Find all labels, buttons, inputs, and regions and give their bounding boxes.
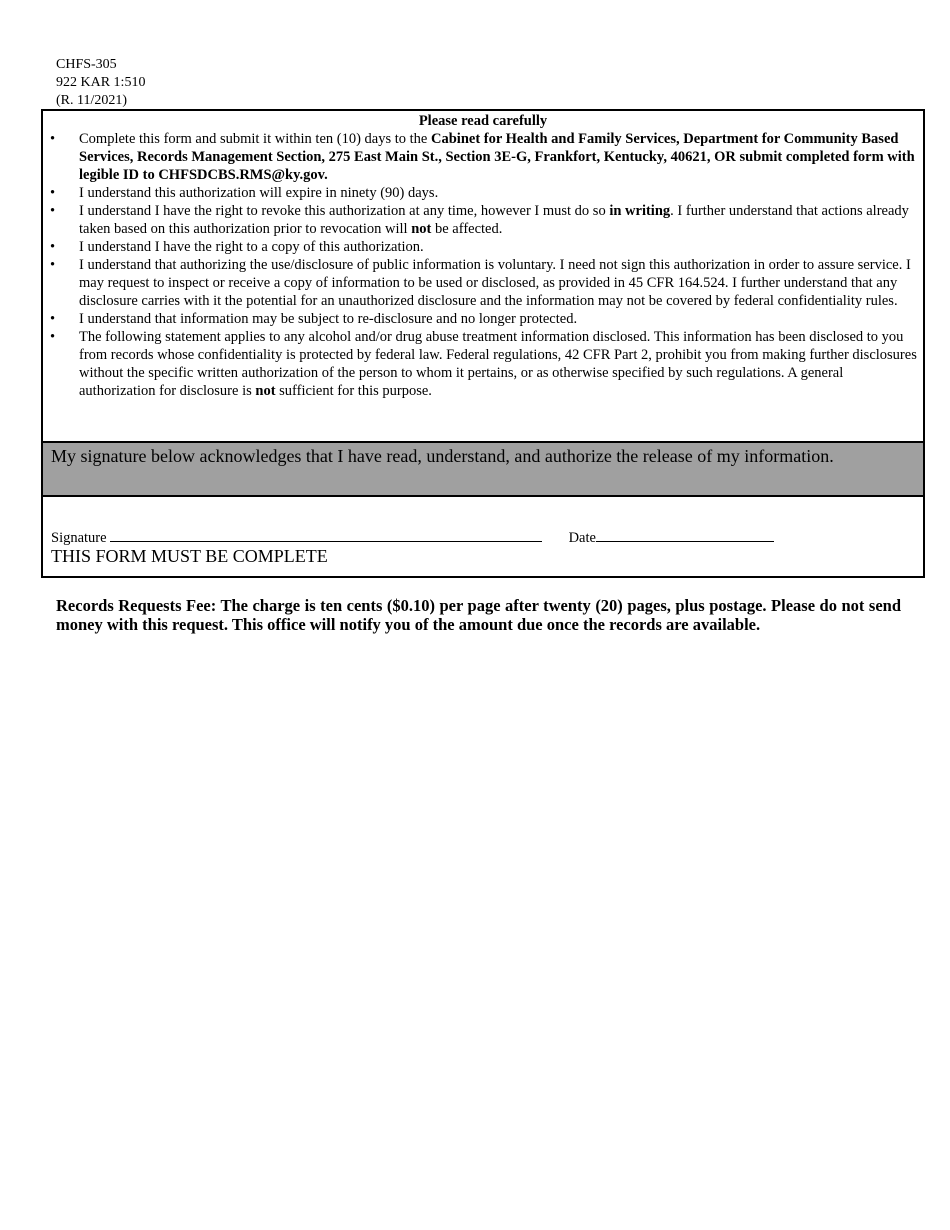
- terms-list-item: [43, 202, 923, 238]
- bullet-icon: •: [50, 329, 56, 345]
- form-number: CHFS-305: [56, 57, 117, 72]
- bullet-icon: •: [50, 185, 56, 201]
- signature-row: [51, 527, 774, 547]
- emphasized-text: in writing: [609, 203, 671, 219]
- form-must-be-complete-notice: THIS FORM MUST BE COMPLETE: [51, 546, 328, 566]
- item-text: . I further understand that actions already taken based on this authorization prior to revocation will: [79, 203, 909, 237]
- item-text: I understand I have the right to a copy of this authorization.: [79, 239, 424, 255]
- form-header: [56, 56, 145, 110]
- bullet-icon: •: [50, 239, 56, 255]
- records-fee-notice: Records Requests Fee: The charge is ten cents ($0.10) per page after twenty (20) pages, plus postage. Please do not send money with this request. This office will notify you of the amount due once the records are available.: [56, 596, 901, 634]
- item-text: Complete this form and submit it within ten (10) days to the: [79, 131, 431, 147]
- terms-list-item: [43, 256, 923, 310]
- signature-label: Signature: [51, 530, 107, 546]
- item-text: I understand that authorizing the use/disclosure of public information is voluntary. I need not sign this authorization in order to assure service. I may request to inspect or receive a copy of information to be used or disclosed, as provided in 45 CFR 164.524. I further understand that any disclosure carries with it the potential for an unauthorized disclosure and the information may not be covered by federal confidentiality rules.: [79, 257, 911, 309]
- bullet-icon: •: [50, 257, 56, 273]
- terms-list-item: [43, 130, 923, 184]
- emphasized-text: Cabinet for Health and Family Services, Department for Community Based Services, Records Management Section, 275 East Main St., Section 3E-G, Frankfort, Kentucky, 40621, OR submit completed form with legible ID to CHFSDCBS.RMS@ky.gov.: [79, 131, 915, 183]
- item-text: I understand I have the right to revoke this authorization at any time, however I must do so: [79, 203, 610, 219]
- bullet-icon: •: [50, 311, 56, 327]
- emphasized-text: not: [255, 383, 276, 399]
- revision-date: (R. 11/2021): [56, 93, 128, 108]
- form-title: Please read carefully: [418, 113, 548, 129]
- item-text: I understand this authorization will expire in ninety (90) days.: [79, 185, 439, 201]
- terms-list-item: [43, 184, 923, 202]
- signature-field[interactable]: [110, 527, 542, 542]
- item-text: I understand that information may be subject to re-disclosure and no longer protected.: [79, 311, 578, 327]
- item-text: be affected.: [431, 221, 503, 237]
- acknowledgement-text: My signature below acknowledges that I have read, understand, and authorize the release of my information.: [51, 446, 834, 466]
- date-label: Date: [568, 530, 596, 546]
- terms-list-item: [43, 310, 923, 328]
- item-text: sufficient for this purpose.: [275, 383, 432, 399]
- bullet-icon: •: [50, 131, 56, 147]
- terms-list: [43, 130, 923, 400]
- terms-list-item: [43, 238, 923, 256]
- emphasized-text: not: [411, 221, 432, 237]
- terms-list-item: [43, 328, 923, 400]
- regulation-number: 922 KAR 1:510: [56, 75, 146, 90]
- date-field[interactable]: [596, 527, 774, 542]
- acknowledgement-banner: [43, 441, 923, 497]
- bullet-icon: •: [50, 203, 56, 219]
- item-text: The following statement applies to any alcohol and/or drug abuse treatment information disclosed. This information has been disclosed to you from records whose confidentiality is protected by federal law. Federal regulations, 42 CFR Part 2, prohibit you from making further disclosures without the specific written authorization of the person to whom it pertains, or as otherwise specified by such regulations. A general authorization for disclosure is: [79, 329, 917, 399]
- authorization-form-box: [41, 109, 925, 578]
